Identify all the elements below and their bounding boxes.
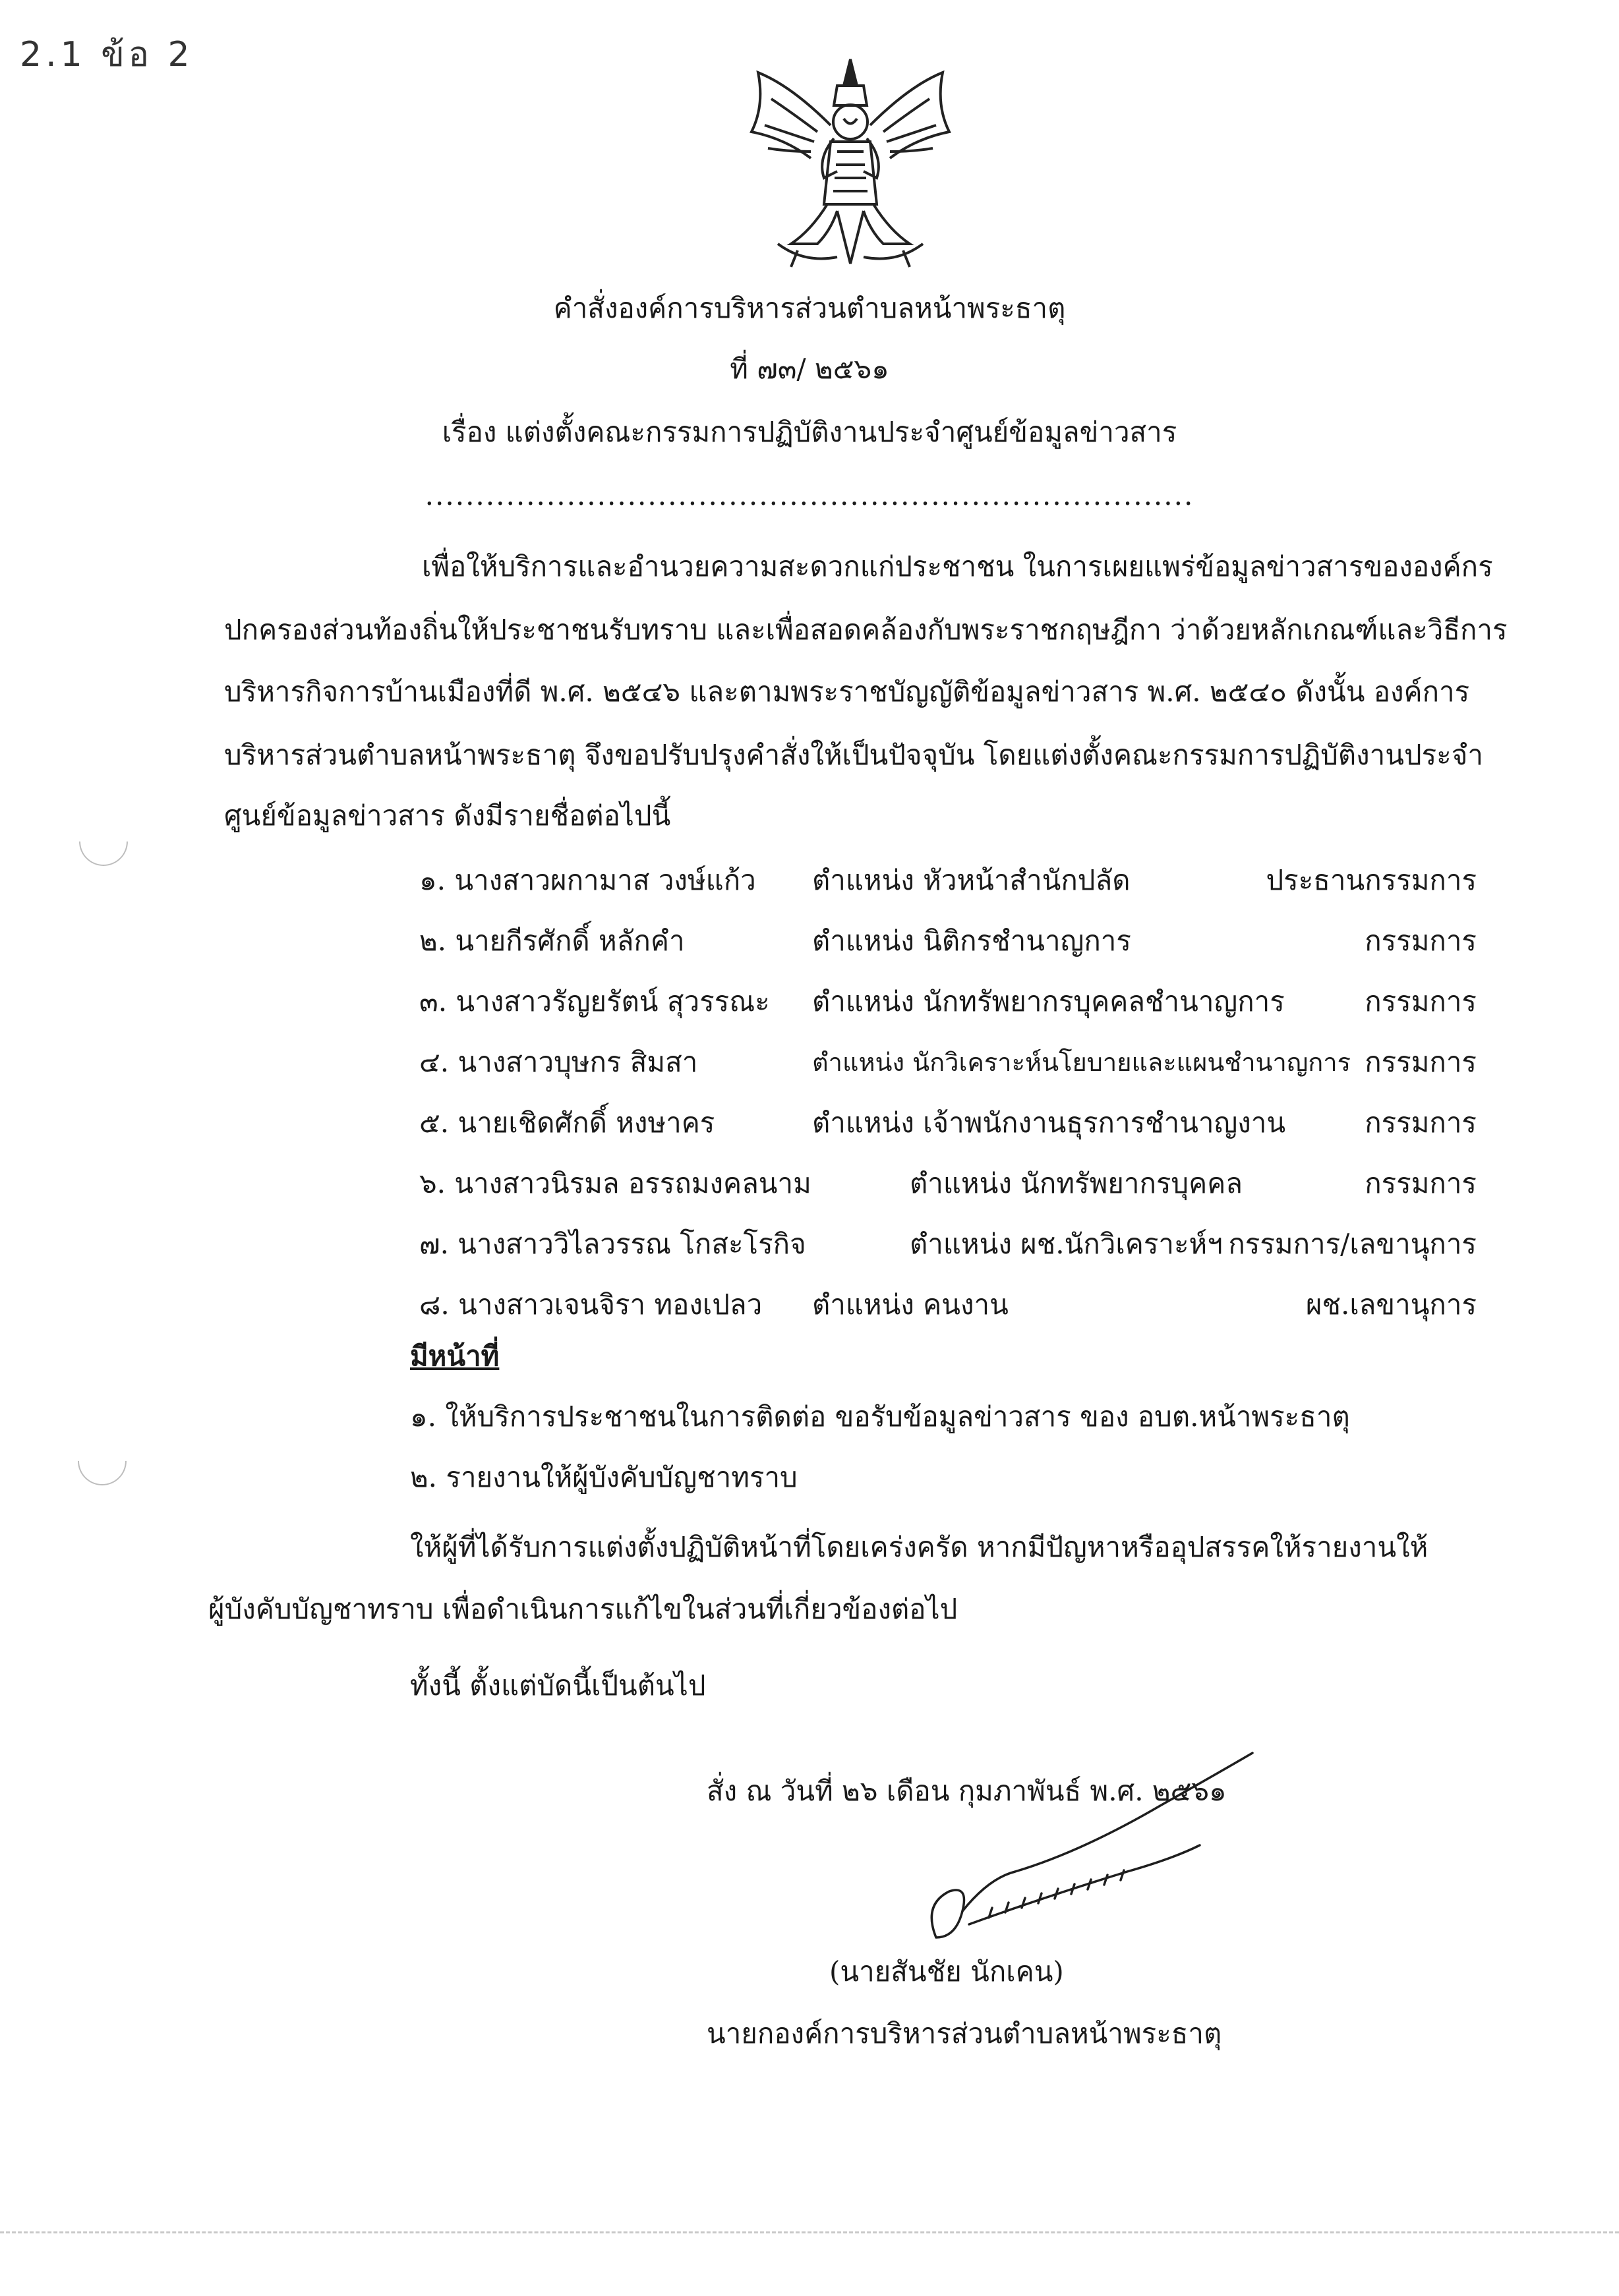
paragraph1-line4: บริหารส่วนตำบลหน้าพระธาตุ จึงขอปรับปรุงคำสั่งให้เป็นปัจจุบัน โดยแต่งตั้งคณะกรรมการปฏิบัติงานประจำ: [224, 739, 1483, 771]
member-role: กรรมการ: [1365, 1046, 1477, 1078]
member-name: ๖. นางสาวนิรมล อรรถมงคลนาม: [419, 1167, 811, 1199]
member-name: ๑. นางสาวผกามาส วงษ์แก้ว: [419, 864, 756, 896]
order-title: คำสั่งองค์การบริหารส่วนตำบลหน้าพระธาตุ: [553, 292, 1066, 324]
member-name: ๕. นายเชิดศักดิ์ หงษาคร: [419, 1106, 715, 1139]
member-position: ตำแหน่ง นิติกรชำนาญการ: [812, 925, 1131, 957]
paragraph1-line1: เพื่อให้บริการและอำนวยความสะดวกแก่ประชาชน ในการเผยแพร่ข้อมูลข่าวสารขององค์กร: [422, 550, 1493, 583]
order-date: สั่ง ณ วันที่ ๒๖ เดือน กุมภาพันธ์ พ.ศ. ๒๕๖๑: [707, 1775, 1227, 1807]
member-name: ๒. นายกีรศักดิ์ หลักคำ: [419, 925, 685, 957]
duty-item: ๑. ให้บริการประชาชนในการติดต่อ ขอรับข้อมูลข่าวสาร ของ อบต.หน้าพระธาตุ: [410, 1400, 1350, 1433]
punch-hole-mark: [69, 807, 138, 876]
signature: [910, 1740, 1279, 1951]
paragraph1-line3: บริหารกิจการบ้านเมืองที่ดี พ.ศ. ๒๕๔๖ และตามพระราชบัญญัติข้อมูลข่าวสาร พ.ศ. ๒๕๔๐ ดังนั้น องค์การ: [224, 675, 1470, 708]
scan-edge-line: [0, 2231, 1619, 2233]
paragraph2-line1: ให้ผู้ที่ได้รับการแต่งตั้งปฏิบัติหน้าที่โดยเคร่งครัด หากมีปัญหาหรืออุปสรรคให้รายงานให้: [410, 1531, 1428, 1563]
member-position: ตำแหน่ง คนงาน: [812, 1288, 1009, 1321]
member-name: ๓. นางสาวรัญยรัตน์ สุวรรณะ: [419, 985, 770, 1018]
signer-name: (นายสันชัย นักเคน): [829, 1955, 1064, 1988]
member-role: กรรมการ: [1365, 1106, 1477, 1139]
order-subject: เรื่อง แต่งตั้งคณะกรรมการปฏิบัติงานประจำศูนย์ข้อมูลข่าวสาร: [442, 416, 1177, 448]
member-name: ๔. นางสาวบุษกร สิมสา: [419, 1046, 698, 1078]
member-position: ตำแหน่ง นักทรัพยากรบุคคลชำนาญการ: [812, 985, 1285, 1018]
member-role: กรรมการ/เลขานุการ: [1228, 1228, 1477, 1260]
duty-item: ๒. รายงานให้ผู้บังคับบัญชาทราบ: [410, 1461, 798, 1493]
member-role: ประธานกรรมการ: [1266, 864, 1477, 896]
order-number: ที่ ๗๓/ ๒๕๖๑: [730, 353, 889, 385]
signer-title: นายกองค์การบริหารส่วนตำบลหน้าพระธาตุ: [707, 2017, 1222, 2050]
member-role: กรรมการ: [1365, 1167, 1477, 1199]
paragraph1-line5: ศูนย์ข้อมูลข่าวสาร ดังมีรายชื่อต่อไปนี้: [224, 799, 671, 832]
member-position: ตำแหน่ง ผช.นักวิเคราะห์ฯ: [910, 1228, 1223, 1260]
member-role: กรรมการ: [1365, 925, 1477, 957]
effective-statement: ทั้งนี้ ตั้งแต่บัดนี้เป็นต้นไป: [410, 1669, 706, 1702]
header-separator: ............................................................................: [425, 479, 1194, 511]
member-position: ตำแหน่ง เจ้าพนักงานธุรการชำนาญงาน: [812, 1106, 1286, 1139]
member-name: ๘. นางสาวเจนจิรา ทองเปลว: [419, 1288, 763, 1321]
punch-hole-mark: [68, 1427, 137, 1496]
member-role: กรรมการ: [1365, 985, 1477, 1018]
member-position: ตำแหน่ง นักทรัพยากรบุคคล: [910, 1167, 1243, 1199]
member-role: ผช.เลขานุการ: [1305, 1288, 1477, 1321]
duties-heading: มีหน้าที่: [410, 1340, 500, 1372]
member-position: ตำแหน่ง นักวิเคราะห์นโยบายและแผนชำนาญการ: [812, 1048, 1351, 1077]
paragraph1-line2: ปกครองส่วนท้องถิ่นให้ประชาชนรับทราบ และเพื่อสอดคล้องกับพระราชกฤษฎีกา ว่าด้วยหลักเกณฑ์และวิธีการ: [224, 614, 1508, 646]
garuda-emblem: [738, 46, 962, 283]
member-position: ตำแหน่ง หัวหน้าสำนักปลัด: [812, 864, 1131, 896]
paragraph2-line2: ผู้บังคับบัญชาทราบ เพื่อดำเนินการแก้ไขในส่วนที่เกี่ยวข้องต่อไป: [208, 1593, 958, 1625]
member-name: ๗. นางสาววิไลวรรณ โกสะโรกิจ: [419, 1228, 806, 1260]
handwritten-note: 2.1 ข้อ 2: [20, 35, 194, 74]
